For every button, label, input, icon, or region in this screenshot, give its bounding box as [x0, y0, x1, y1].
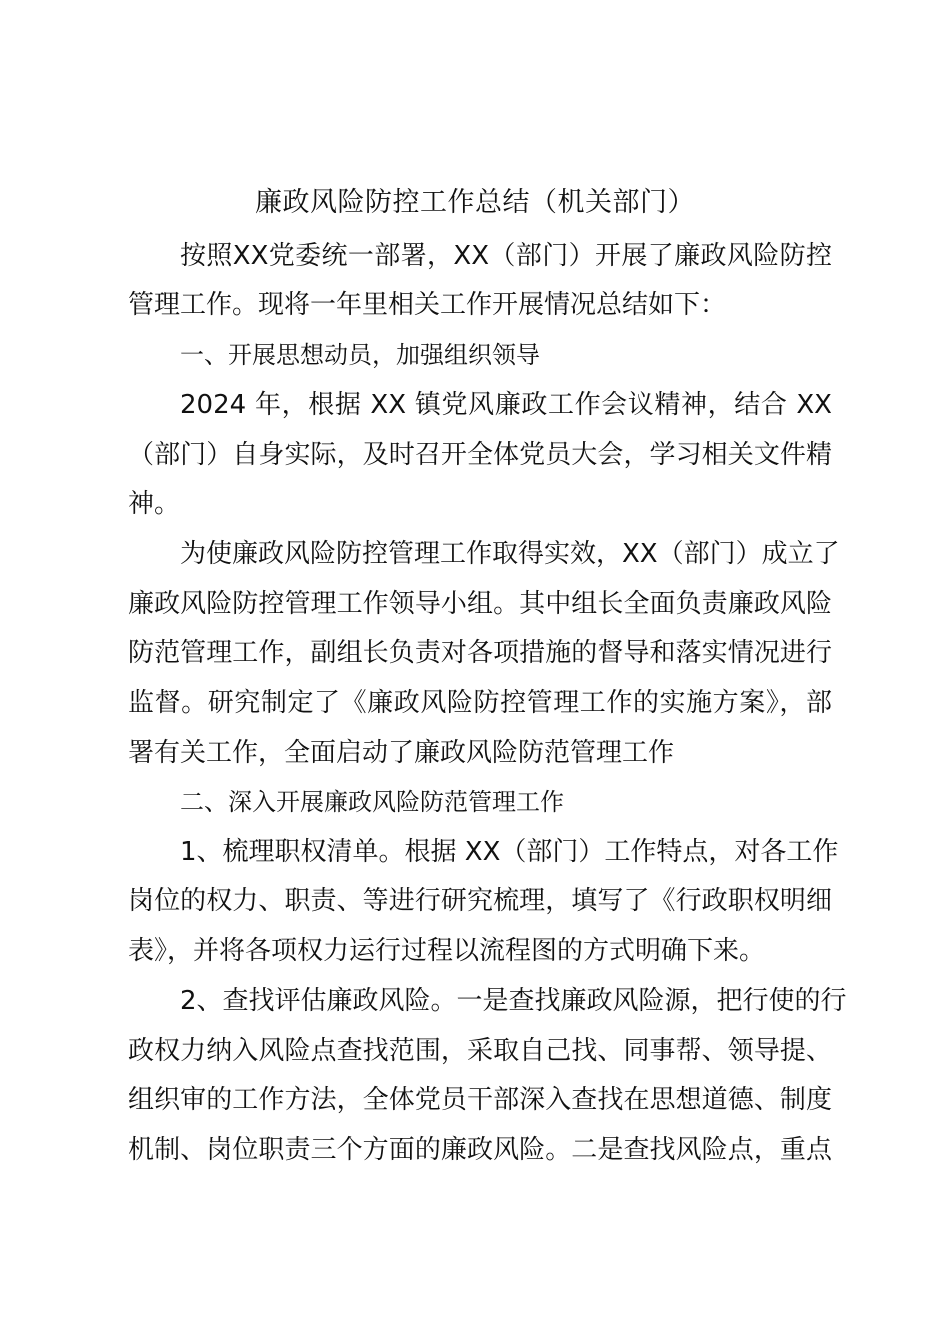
section-2-heading: 二、深入开展廉政风险防范管理工作	[180, 788, 564, 816]
section-2-item-2-line-1: 2、查找评估廉政风险。一是查找廉政风险源，把行使的行	[180, 986, 847, 1016]
section-1-para-2-line-3: 防范管理工作，副组长负责对各项措施的督导和落实情况进行	[128, 638, 832, 668]
section-2-item-1-line-1: 1、梳理职权清单。根据 XX（部门）工作特点，对各工作	[180, 837, 839, 867]
intro-line-2: 管理工作。现将一年里相关工作开展情况总结如下：	[128, 290, 727, 320]
section-2-item-2-line-3: 组织审的工作方法，全体党员干部深入查找在思想道德、制度	[128, 1085, 832, 1115]
section-2-item-2-line-2: 政权力纳入风险点查找范围，采取自己找、同事帮、领导提、	[128, 1036, 832, 1066]
section-1-heading: 一、开展思想动员，加强组织领导	[180, 341, 540, 369]
document-title: 廉政风险防控工作总结（机关部门）	[255, 187, 695, 218]
section-2-item-2-line-4: 机制、岗位职责三个方面的廉政风险。二是查找风险点，重点	[128, 1135, 832, 1165]
section-1-para-1-line-2: （部门）自身实际，及时召开全体党员大会，学习相关文件精	[128, 440, 832, 470]
intro-line-1: 按照XX党委统一部署，XX（部门）开展了廉政风险防控	[180, 241, 832, 271]
section-1-para-2-line-1: 为使廉政风险防控管理工作取得实效，XX（部门）成立了	[180, 539, 840, 569]
section-2-item-1-line-2: 岗位的权力、职责、等进行研究梳理，填写了《行政职权明细	[128, 886, 832, 916]
section-2-item-1-line-3: 表》，并将各项权力运行过程以流程图的方式明确下来。	[128, 936, 766, 966]
section-1-para-1-line-1: 2024 年，根据 XX 镇党风廉政工作会议精神，结合 XX	[180, 390, 832, 420]
section-1-para-2-line-2: 廉政风险防控管理工作领导小组。其中组长全面负责廉政风险	[128, 589, 832, 619]
section-1-para-2-line-4: 监督。研究制定了《廉政风险防控管理工作的实施方案》，部	[128, 688, 832, 718]
section-1-para-2-line-5: 署有关工作，全面启动了廉政风险防范管理工作	[128, 738, 675, 768]
section-1-para-1-line-3: 神。	[128, 489, 181, 519]
